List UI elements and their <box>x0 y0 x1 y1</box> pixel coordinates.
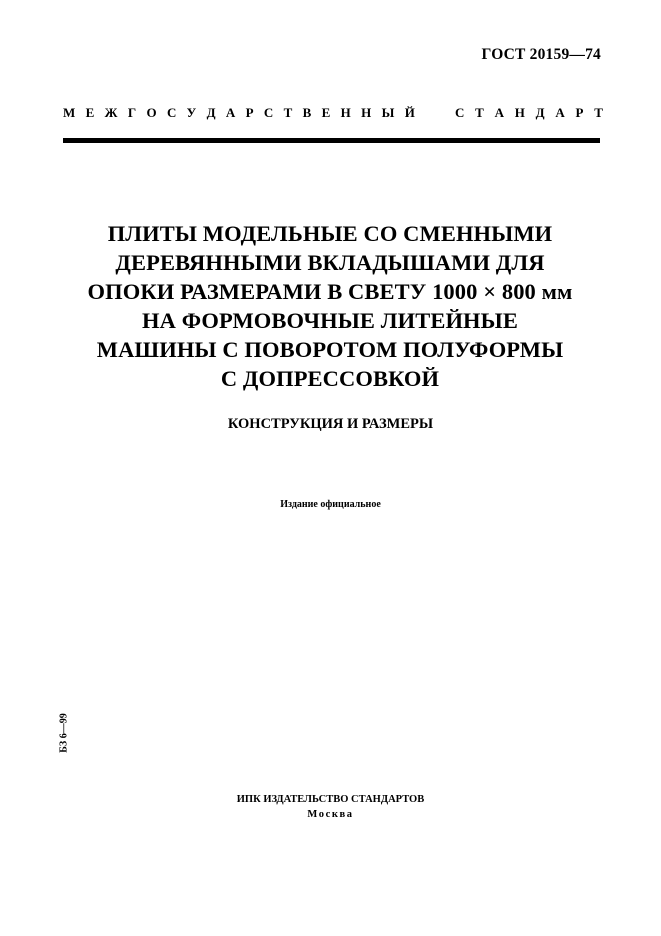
standard-kind-word-interstate <box>63 105 415 121</box>
gost-number: ГОСТ 20159—74 <box>481 46 601 63</box>
edition-note: Издание официальное <box>280 499 381 510</box>
document-subtitle: КОНСТРУКЦИЯ И РАЗМЕРЫ <box>227 416 434 432</box>
heading-letter: А <box>494 105 504 120</box>
heading-letter: У <box>186 105 197 120</box>
header-rule <box>63 138 600 143</box>
heading-letter: Й <box>404 105 415 120</box>
heading-letter: Е <box>321 105 331 120</box>
side-code <box>57 710 71 756</box>
heading-letter: Ж <box>104 105 118 120</box>
title-line: С ДОПРЕССОВКОЙ <box>220 366 440 391</box>
heading-letter: Н <box>514 105 525 120</box>
heading-letter: Н <box>340 105 351 120</box>
heading-letter: С <box>166 105 177 120</box>
heading-letter: В <box>302 105 312 120</box>
heading-letter: Е <box>85 105 95 120</box>
title-line: ОПОКИ РАЗМЕРАМИ В СВЕТУ 1000 × 800 мм <box>87 279 573 304</box>
heading-letter: Р <box>245 105 254 120</box>
document-title <box>20 219 640 393</box>
publisher-city: Москва <box>307 809 354 820</box>
heading-letter: Т <box>594 105 603 120</box>
heading-letter: Т <box>283 105 293 120</box>
heading-letter: Г <box>127 105 137 120</box>
heading-letter: Д <box>206 105 216 120</box>
heading-letter: А <box>225 105 236 120</box>
title-line: ДЕРЕВЯННЫМИ ВКЛАДЫШАМИ ДЛЯ <box>115 250 545 275</box>
standard-kind-heading <box>63 105 603 121</box>
standard-kind-word-standard <box>455 105 603 121</box>
heading-letter: О <box>146 105 157 120</box>
side-code-text: БЗ 6—99 <box>58 713 70 753</box>
heading-letter: С <box>263 105 274 120</box>
heading-letter: М <box>63 105 76 120</box>
heading-letter: Т <box>475 105 484 120</box>
heading-letter: Н <box>361 105 372 120</box>
heading-letter: Р <box>575 105 584 120</box>
heading-letter: Д <box>535 105 545 120</box>
heading-letter: А <box>555 105 565 120</box>
title-line: МАШИНЫ С ПОВОРОТОМ ПОЛУФОРМЫ <box>96 337 564 362</box>
title-line: ПЛИТЫ МОДЕЛЬНЫЕ СО СМЕННЫМИ <box>107 221 553 246</box>
publisher-name: ИПК ИЗДАТЕЛЬСТВО СТАНДАРТОВ <box>236 794 425 805</box>
heading-letter: Ы <box>381 105 395 120</box>
heading-letter: С <box>455 105 465 120</box>
title-line: НА ФОРМОВОЧНЫЕ ЛИТЕЙНЫЕ <box>142 308 518 333</box>
